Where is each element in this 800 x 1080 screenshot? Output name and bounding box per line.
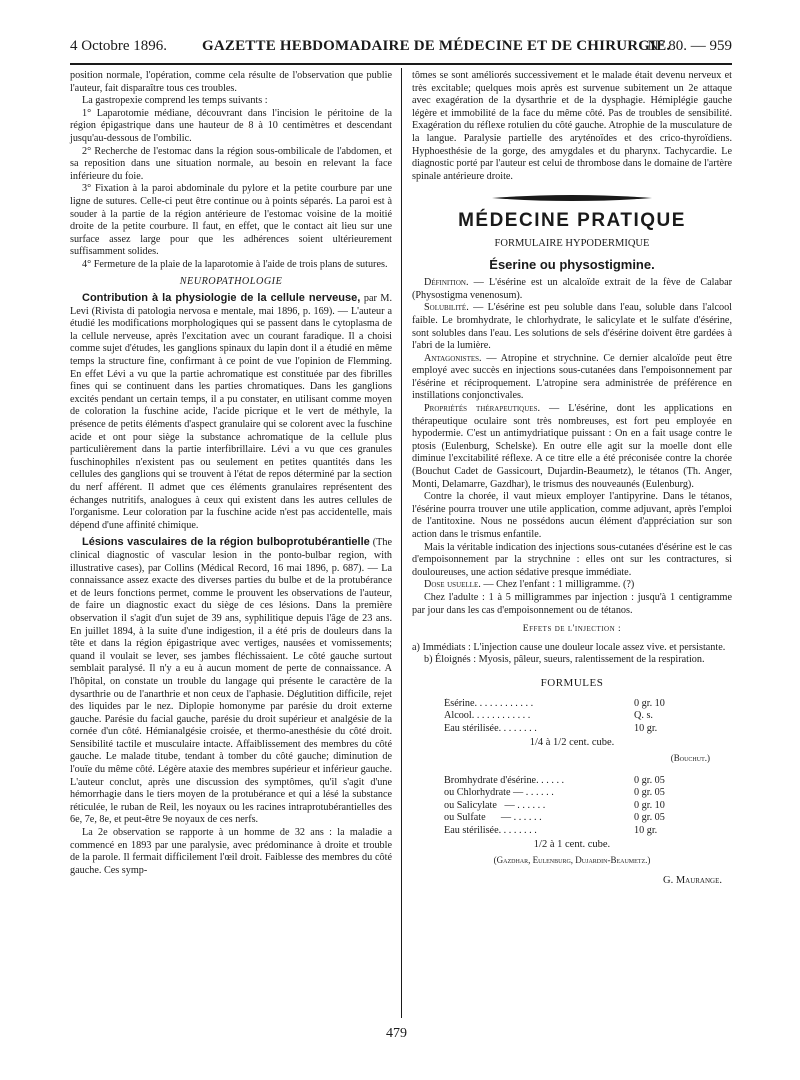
formula-source: (Bouchut.) xyxy=(670,752,710,763)
formula-row: Ésérine. . . . . . . . . . . . 0 gr. 10 xyxy=(444,697,665,709)
author-signature: G. Maurange. xyxy=(662,874,722,886)
effect-item: a) Immédiats : L'injection cause une douleur locale assez vive. et persistante. xyxy=(412,641,726,653)
formula-source: (Gazdhar, Eulenburg, Dujardin-Beaumetz.) xyxy=(493,855,651,866)
list-item: 4° Fermeture de la plaie de la laparotomie à l'aide de trois plans de sutures. xyxy=(82,258,388,270)
dose: Dose usuelle. — Chez l'enfant : 1 milligramme. (?) xyxy=(424,579,635,591)
dose-adult: Chez l'adulte : 1 à 5 milligrammes par injection : jusqu'à 1 centigramme par jour dans les cas d'empoisonnement ou de tétanos. xyxy=(412,591,732,616)
effects-heading: Effets de l'injection : xyxy=(522,624,622,635)
section-title: MÉDECINE PRATIQUE xyxy=(458,210,686,232)
effect-item: b) Éloignés : Myosis, pâleur, sueurs, ralentissement de la respiration. xyxy=(424,654,705,666)
article-body: (The clinical diagnostic of vascular lesion in the ponto-bulbar region, with illustrative cases), par Collins (Médical Record, 16 mai 1896, p. 687). — La connaissance assez exacte des diverses parties du bulbe et de la protubérance et de leurs fonctions permet, comme le prouvent les observations de l'auteur, de faire un diagnostic exact du siège de ces lésions. Dans la première observation il s'agit d'un sujet de 39 ans, syphilitique depuis l'âge de 23 ans. En juillet 1894, à la suite d'une indigestion, il a été pris de douleurs dans la tête et dans la région épigastrique avec vertiges, nausées et vomissements; quand il voulait se lever, ses jambes fléchissaient. Le côté gauche surtout semblait paralysé. Il n'y a eu à aucun moment de perte de connaissance. A l'hôpital, on constate un trouble du langage qui présente le caractère de la dysarthrie ou de l'anarthrie et non ceux de l'aphasie. Déglutition difficile, rejet des liquides par le nez. Diplopie homonyme par parésie du droit externe gauche. Parésie du facial gauche, parésie du droit supérieur et analgésie de la cornée d'un côté. Hémianalgésie croisée, et thermo-anesthésie du côté droit. Sensibilité tactile et musculaire intacte. Affaiblissement des membres du côté gauche. Le malade titube, tendant à tomber du côté gauche; diminution de l'ouïe du même côté. Légère ataxie des membres supérieur et inférieur gauche. L'auteur conclut, après une discussion des symptômes, qu'il s'agit d'une hémorrhagie dans le tiers moyen de la protubérance et qui a lésé la substance réticulée, le ruban de Reil, les noyaux ou les racines intraprotubérantielles des 6e, 7e, 8e, et peut-être 9e noyaux de ces nerfs. xyxy=(70,537,393,826)
article-title: Lésions vasculaires de la région bulboprotubérantielle xyxy=(82,536,370,549)
journal-title: GAZETTE HEBDOMADAIRE DE MÉDECINE ET DE CHIRURGIE. xyxy=(202,38,671,54)
antagonists: Antagonistes. — Atropine et strychnine. Ce dernier alcaloïde peut être employé avec succès en injections sous-cutanées dans l'empoisonnement par l'ésérine et réciproquement. L'atropine sera administrée de préférence en instillations conjonctivales. xyxy=(412,352,732,402)
paragraph: tômes se sont améliorés successivement et le malade était devenu nerveux et très excitable; quelques mois après est survenue subitement un 2e attaque avec exagération de la dysarthrie et de la dysphagie. Hémiplégie gauche légère et immobilité de la face du même côté. Pas de troubles de sensibilité. Exagération du réflexe rotulien du côté gauche. Atrophie de la musculature de la langue. Paralysie partielle des aryténoïdes et des crico-thyroïdiens. Hyphoesthésie de la gorge, des amygdales et du pharynx. Tachycardie. Le diagnostic porté par l'auteur est celui de thrombose dans le domaine de l'artère spinale antérieure droite. xyxy=(412,70,732,182)
right-column xyxy=(412,70,732,887)
column-divider xyxy=(401,68,402,1018)
issue-date: 4 Octobre 1896. xyxy=(70,38,168,54)
header-rule xyxy=(70,63,732,65)
left-column xyxy=(70,70,392,877)
section-subtitle: FORMULAIRE HYPODERMIQUE xyxy=(494,237,650,249)
formula-row: Bromhydrate d'ésérine. . . . . . 0 gr. 05 xyxy=(444,774,665,786)
running-header xyxy=(70,36,732,58)
article-body: par M. Levi (Rivista di patologia nervosa e mentale, mai 1896, p. 169). — L'auteur a étudié les modifications morphologiques qui se passent dans le cytoplasma de la cellule nerveuse, après l'excitation avec un courant faradique. Il a choisi comme sujet d'études, les ganglions spinaux du lapin dont il a étudié en même temps la structure fine, confirmant à ce point de vue l'opinion de Flemming. En effet Lévi a vu que la partie achromatique est constituée par des fibrilles fines qui se continuent dans les parties chromatiques. Dans les ganglions excités pendant un certain temps, il a pu constater, en utilisant comme moyen de coloration la fuschine acide, l'acide picrique et le vert de méthyle, la présence de petits éléments d'aspect granulaire qui se colorent avec la fuschine acide et ont pour siège la substance achromatique de la cellule plus particulièrement dans la partie interfibrillaire. Lévi a vu que ces granules fuschinophiles n'existent pas ou seulement en petites quantités dans les cellules des ganglions qui se trouvent à l'état de repos déterminé par la section du nerf afférent. Il admet que ces éléments granulaires représentent des échanges nutritifs, analogues à ceux qui existent dans les autres cellules de l'organisme. Leur coloration par la fuschine acide n'est pas accidentelle, mais dépend d'une affinité chimique. xyxy=(70,293,393,531)
article-paragraph xyxy=(70,536,392,827)
formula-dose-note: 1/2 à 1 cent. cube. xyxy=(533,839,611,851)
paragraph: Contre la chorée, il vaut mieux employer l'antipyrine. Dans le tétanos, l'ésérine pourra trouver une utile application, comme adjuvant, après l'emploi de l'antitoxine. Nous ne possédons aucun élément d'appréciation sur son action dans le trismus enfantile. xyxy=(412,491,732,540)
definition: Définition. — L'ésérine est un alcaloïde extrait de la fève de Calabar (Physostigma venenosum). xyxy=(412,277,732,301)
list-item: 2° Recherche de l'estomac dans la région sous-ombilicale de l'abdomen, et sa reposition dans une situation normale, au besoin en relevant la face inférieure du foie. xyxy=(70,145,392,182)
article-title: Contribution à la physiologie de la cellule nerveuse, xyxy=(82,292,361,305)
formula-row: Alcool. . . . . . . . . . . . Q. s. xyxy=(444,710,653,722)
formula-dose-note: 1/4 à 1/2 cent. cube. xyxy=(529,737,615,749)
paragraph: Mais la véritable indication des injections sous-cutanées d'ésérine est le cas d'empoisonnement par la strychnine : elles ont sur les contractures, si douloureuses, une action sédative presque immédiate. xyxy=(412,541,732,578)
drug-title: Éserine ou physostigmine. xyxy=(489,256,655,272)
list-item: 1° Laparotomie médiane, découvrant dans l'incision le péritoine de la région épigastrique dans une hauteur de 8 à 10 centimètres et descendant jusqu'au-dessous de l'ombilic. xyxy=(70,107,392,144)
formula-row: Eau stérilisée. . . . . . . . 10 gr. xyxy=(444,824,658,836)
ornament-divider xyxy=(412,193,732,203)
solubility: Solubilité. — L'ésérine est peu soluble dans l'eau, soluble dans l'alcool faible. Le bromhydrate, le chlorhydrate, le salicylate et le sulfate d'ésérine, sont solubles dans l'eau. Les solutions de sels d'ésérine doivent être gardées à l'abri de la lumière. xyxy=(412,302,733,352)
formula-row: ou Sulfate — . . . . . . 0 gr. 05 xyxy=(444,812,665,824)
formula-row: Eau stérilisée. . . . . . . . 10 gr. xyxy=(444,722,658,734)
formulas-heading: FORMULES xyxy=(540,676,604,689)
paragraph: La 2e observation se rapporte à un homme de 32 ans : la maladie a commencé en 1893 par une paralysie, avec prédominance à droite et trouble de la parole. Il fermait difficilement l'œil droit. Faiblesse des membres du côté gauche. Ces symp- xyxy=(70,827,392,876)
section-heading: NEUROPATHOLOGIE xyxy=(179,275,283,287)
article-paragraph xyxy=(70,292,392,532)
formula-row: ou Salicylate — . . . . . . 0 gr. 10 xyxy=(444,799,665,811)
list-item: 3° Fixation à la paroi abdominale du pylore et la petite courbure par une ligne de sutures. Celle-ci peut être continue ou à points séparés. La paroi est à souder à la partie de la région antérieure de l'estomac voisine de la moitié droite de la petite courbure. Il faut, en effet, que le contact ait lieu sur une surface assez large pour que les adhérences soient ultérieurement suffisamment solides. xyxy=(70,183,392,258)
page-number: 479 xyxy=(386,1026,407,1041)
formula-row: ou Chlorhydrate — . . . . . . 0 gr. 05 xyxy=(444,787,665,799)
issue-number: N° 80. — 959 xyxy=(647,38,732,54)
properties: Propriétés thérapeutiques. — L'ésérine, dont les applications en thérapeutique oculaire sont très nombreuses, est fort peu employée en hypodermie. C'est un antimydriatique puissant : On en a fait usage contre le ptosis (Eulenburg, Schelske). En outre elle agit sur la moelle dont elle diminue l'excitabilité réflexe. A ce titre elle a été préconisée contre la chorée (Bouchut Cadet de Gassicourt, Dujardin-Beaumetz), le tétanos (Th. Anger, Monti, Delamarre, Gazdhar), le trismus des nouveaunés (Eulenburg). xyxy=(412,403,732,490)
paragraph: La gastropexie comprend les temps suivants : xyxy=(82,95,268,107)
paragraph: position normale, l'opération, comme cela résulte de l'observation que publie l'auteur, fait disparaître tous ces troubles. xyxy=(70,70,392,94)
